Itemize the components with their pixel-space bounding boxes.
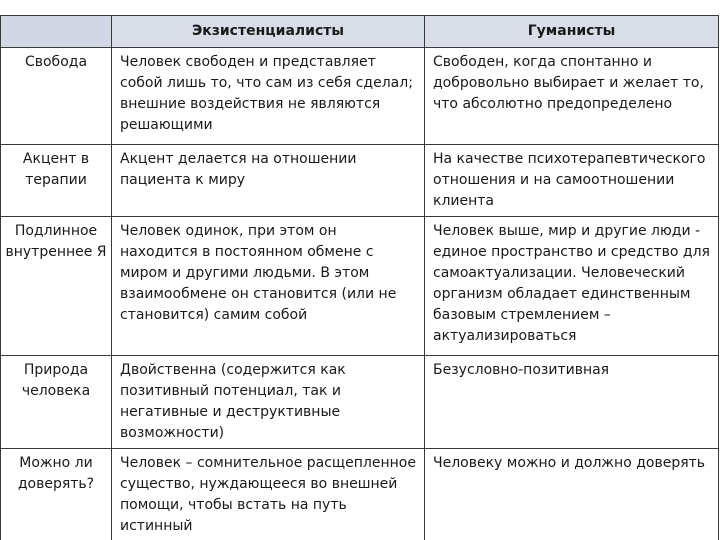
header-row — [1, 16, 719, 48]
header-existentialists: Экзистенциалисты — [112, 16, 425, 48]
cell-humanists: Безусловно-позитивная — [425, 356, 719, 449]
cell-humanists: Свободен, когда спонтанно и добровольно выбирает и желает то, что абсолютно предопределено — [425, 48, 719, 145]
cell-existentialists: Человек свободен и представляет собой лишь то, что сам из себя сделал; внешние воздействия не являются решающими — [112, 48, 425, 145]
cell-humanists: Человеку можно и должно доверять — [425, 449, 719, 540]
cell-humanists: Человек выше, мир и другие люди - единое пространство и средство для самоактуализации. Человеческий организм обладает единственным базовым стремлением – актуализироваться — [425, 217, 719, 356]
table-row — [1, 356, 719, 449]
cell-existentialists: Человек – сомнительное расщепленное существо, нуждающееся во внешней помощи, чтобы встать на путь истинный — [112, 449, 425, 540]
row-criterion: Подлинное внутреннее Я — [1, 217, 112, 356]
cell-existentialists: Акцент делается на отношении пациента к миру — [112, 145, 425, 217]
row-criterion: Свобода — [1, 48, 112, 145]
cell-existentialists: Двойственна (содержится как позитивный потенциал, так и негативные и деструктивные возможности) — [112, 356, 425, 449]
comparison-table — [0, 15, 719, 540]
table-row — [1, 48, 719, 145]
row-criterion: Можно ли доверять? — [1, 449, 112, 540]
corner-cell — [1, 16, 112, 48]
table-row — [1, 217, 719, 356]
header-humanists: Гуманисты — [425, 16, 719, 48]
cell-existentialists: Человек одинок, при этом он находится в постоянном обмене с миром и другими людьми. В этом взаимообмене он становится (или не становится) самим собой — [112, 217, 425, 356]
row-criterion: Акцент в терапии — [1, 145, 112, 217]
cell-humanists: На качестве психотерапевтического отношения и на самоотношении клиента — [425, 145, 719, 217]
table-row — [1, 449, 719, 540]
table-row — [1, 145, 719, 217]
row-criterion: Природа человека — [1, 356, 112, 449]
